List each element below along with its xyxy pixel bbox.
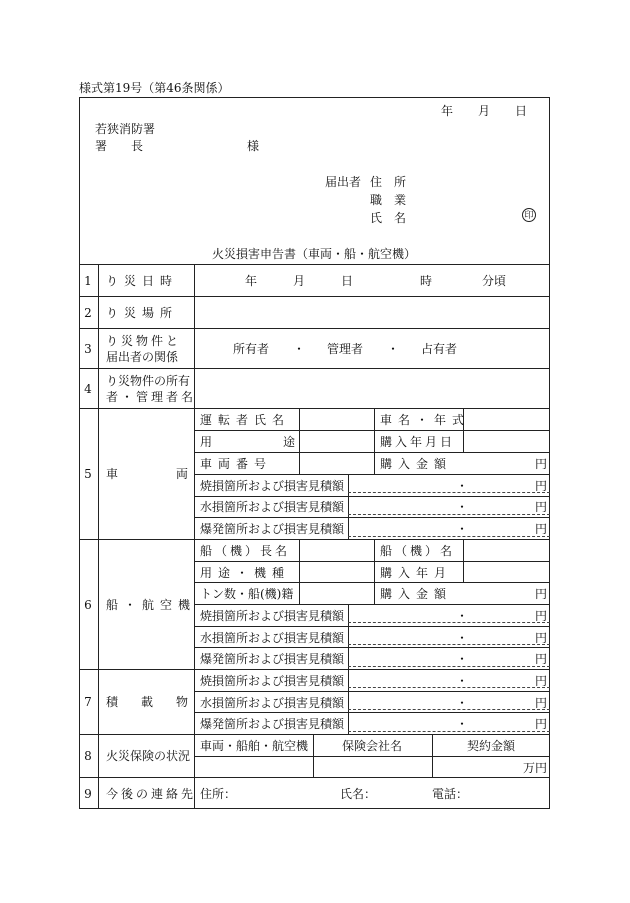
vehicle-blast-dot: ・ xyxy=(456,522,469,536)
notifier-address-label: 住 所 xyxy=(370,175,407,189)
cargo-blast-dot: ・ xyxy=(456,717,469,731)
row-number-6: 6 xyxy=(84,598,92,612)
ship-water-yen: 円 xyxy=(535,631,548,645)
chief-title: 署 長 xyxy=(95,139,150,153)
row-label-fire-datetime: り災日時 xyxy=(106,274,179,288)
vehicle-burn-dot: ・ xyxy=(456,479,469,493)
row-label-relation-1: り災物件と xyxy=(106,334,182,348)
row-label-insurance: 火災保険の状況 xyxy=(106,749,191,763)
row-number-7: 7 xyxy=(84,695,92,709)
contact-address-label: 住所： xyxy=(200,787,237,801)
vehicle-blast-label: 爆発箇所および損害見積額 xyxy=(200,522,345,536)
row-number-2: 2 xyxy=(84,306,92,320)
vehicle-burn-label: 焼損箇所および損害見積額 xyxy=(200,479,345,493)
row-number-4: 4 xyxy=(84,382,92,396)
ship-water-label: 水損箇所および損害見積額 xyxy=(200,631,345,645)
notifier-name-label: 氏 名 xyxy=(370,211,407,225)
row-label-owner-1: り災物件の所有 xyxy=(106,374,191,388)
option-occupant: 占有者 xyxy=(421,342,458,356)
separator-dot-2: ・ xyxy=(387,342,400,356)
contact-name-label: 氏名： xyxy=(340,787,377,801)
cargo-blast-yen: 円 xyxy=(535,717,548,731)
date-month: 月 xyxy=(478,104,491,118)
vehicle-burn-yen: 円 xyxy=(535,479,548,493)
vehicle-water-yen: 円 xyxy=(535,500,548,514)
vehicle-number-label: 車両番号 xyxy=(200,457,273,471)
vehicle-purchase-date-label: 購入年月日 xyxy=(380,435,456,449)
r1-year: 年 xyxy=(245,274,258,288)
ship-purchase-date-label: 購入年月 xyxy=(380,566,453,580)
insurance-col-company: 保険会社名 xyxy=(341,739,403,753)
vehicle-use-label-1: 用 xyxy=(200,435,213,449)
option-manager: 管理者 xyxy=(327,342,364,356)
row-label-cargo-1: 積 xyxy=(106,695,119,709)
ship-water-dot: ・ xyxy=(456,631,469,645)
row-label-vehicle: 車 xyxy=(106,467,119,481)
insurance-col-vehicle: 車両・船舶・航空機 xyxy=(200,739,309,753)
r1-minute: 分頃 xyxy=(482,274,507,288)
separator-dot-1: ・ xyxy=(293,342,306,356)
option-owner: 所有者 xyxy=(233,342,270,356)
notifier-occupation-label: 職 業 xyxy=(370,193,407,207)
ship-purchase-amount-label: 購入金額 xyxy=(380,587,453,601)
row-label-cargo-2: 載 xyxy=(141,695,154,709)
cargo-water-yen: 円 xyxy=(535,696,548,710)
seal-mark: 印 xyxy=(522,208,536,222)
fire-office-name: 若狭消防署 xyxy=(95,122,156,136)
row-number-5: 5 xyxy=(84,467,92,481)
row-label-cargo-3: 物 xyxy=(176,695,189,709)
ship-use-label: 用途・機種 xyxy=(200,566,291,580)
ship-blast-label: 爆発箇所および損害見積額 xyxy=(200,652,345,666)
ship-captain-label: 船（機）長名 xyxy=(200,544,291,558)
ship-blast-yen: 円 xyxy=(535,652,548,666)
vehicle-model-label: 車名・年式 xyxy=(380,413,471,427)
cargo-water-dot: ・ xyxy=(456,696,469,710)
vehicle-driver-label: 運転者氏名 xyxy=(200,413,291,427)
row-number-3: 3 xyxy=(84,342,92,356)
row-label-owner-2: 者・管理者名 xyxy=(106,390,197,404)
ship-burn-dot: ・ xyxy=(456,609,469,623)
cargo-blast-label: 爆発箇所および損害見積額 xyxy=(200,717,345,731)
row-label-ship-aircraft: 船・航空機 xyxy=(106,598,197,612)
ship-burn-yen: 円 xyxy=(535,609,548,623)
cargo-water-label: 水損箇所および損害見積額 xyxy=(200,696,345,710)
date-year: 年 xyxy=(441,104,454,118)
insurance-unit: 万円 xyxy=(523,761,548,775)
cargo-burn-dot: ・ xyxy=(456,674,469,688)
vehicle-water-dot: ・ xyxy=(456,500,469,514)
document-title: 火災損害申告書（車両・船・航空機） xyxy=(211,247,417,261)
ship-blast-dot: ・ xyxy=(456,652,469,666)
row-label-fire-location: り災場所 xyxy=(106,306,179,320)
vehicle-use-label-2: 途 xyxy=(283,435,296,449)
vehicle-purchase-amount-label: 購入金額 xyxy=(380,457,453,471)
notifier-label: 届出者 xyxy=(325,175,362,189)
insurance-col-amount: 契約金額 xyxy=(466,739,516,753)
row-label-relation-2: 届出者の関係 xyxy=(106,350,179,364)
honorific: 様 xyxy=(247,139,260,153)
row-number-8: 8 xyxy=(84,749,92,763)
row-number-1: 1 xyxy=(84,274,92,288)
row-label-vehicle-2: 両 xyxy=(176,467,189,481)
r1-month: 月 xyxy=(293,274,306,288)
r1-hour: 時 xyxy=(420,274,433,288)
row-label-contact: 今後の連絡先 xyxy=(106,787,197,801)
ship-yen: 円 xyxy=(535,587,548,601)
cargo-burn-yen: 円 xyxy=(535,674,548,688)
ship-name-label: 船（機）名 xyxy=(380,544,456,558)
r1-day: 日 xyxy=(341,274,354,288)
vehicle-yen: 円 xyxy=(535,457,548,471)
cargo-burn-label: 焼損箇所および損害見積額 xyxy=(200,674,345,688)
form-number: 様式第19号（第46条関係） xyxy=(79,81,230,95)
vehicle-water-label: 水損箇所および損害見積額 xyxy=(200,500,345,514)
row-number-9: 9 xyxy=(84,787,92,801)
contact-phone-label: 電話： xyxy=(432,787,469,801)
ship-burn-label: 焼損箇所および損害見積額 xyxy=(200,609,345,623)
vehicle-blast-yen: 円 xyxy=(535,522,548,536)
date-day: 日 xyxy=(515,104,528,118)
ship-tonnage-label: トン数・船(機)籍 xyxy=(200,587,294,601)
